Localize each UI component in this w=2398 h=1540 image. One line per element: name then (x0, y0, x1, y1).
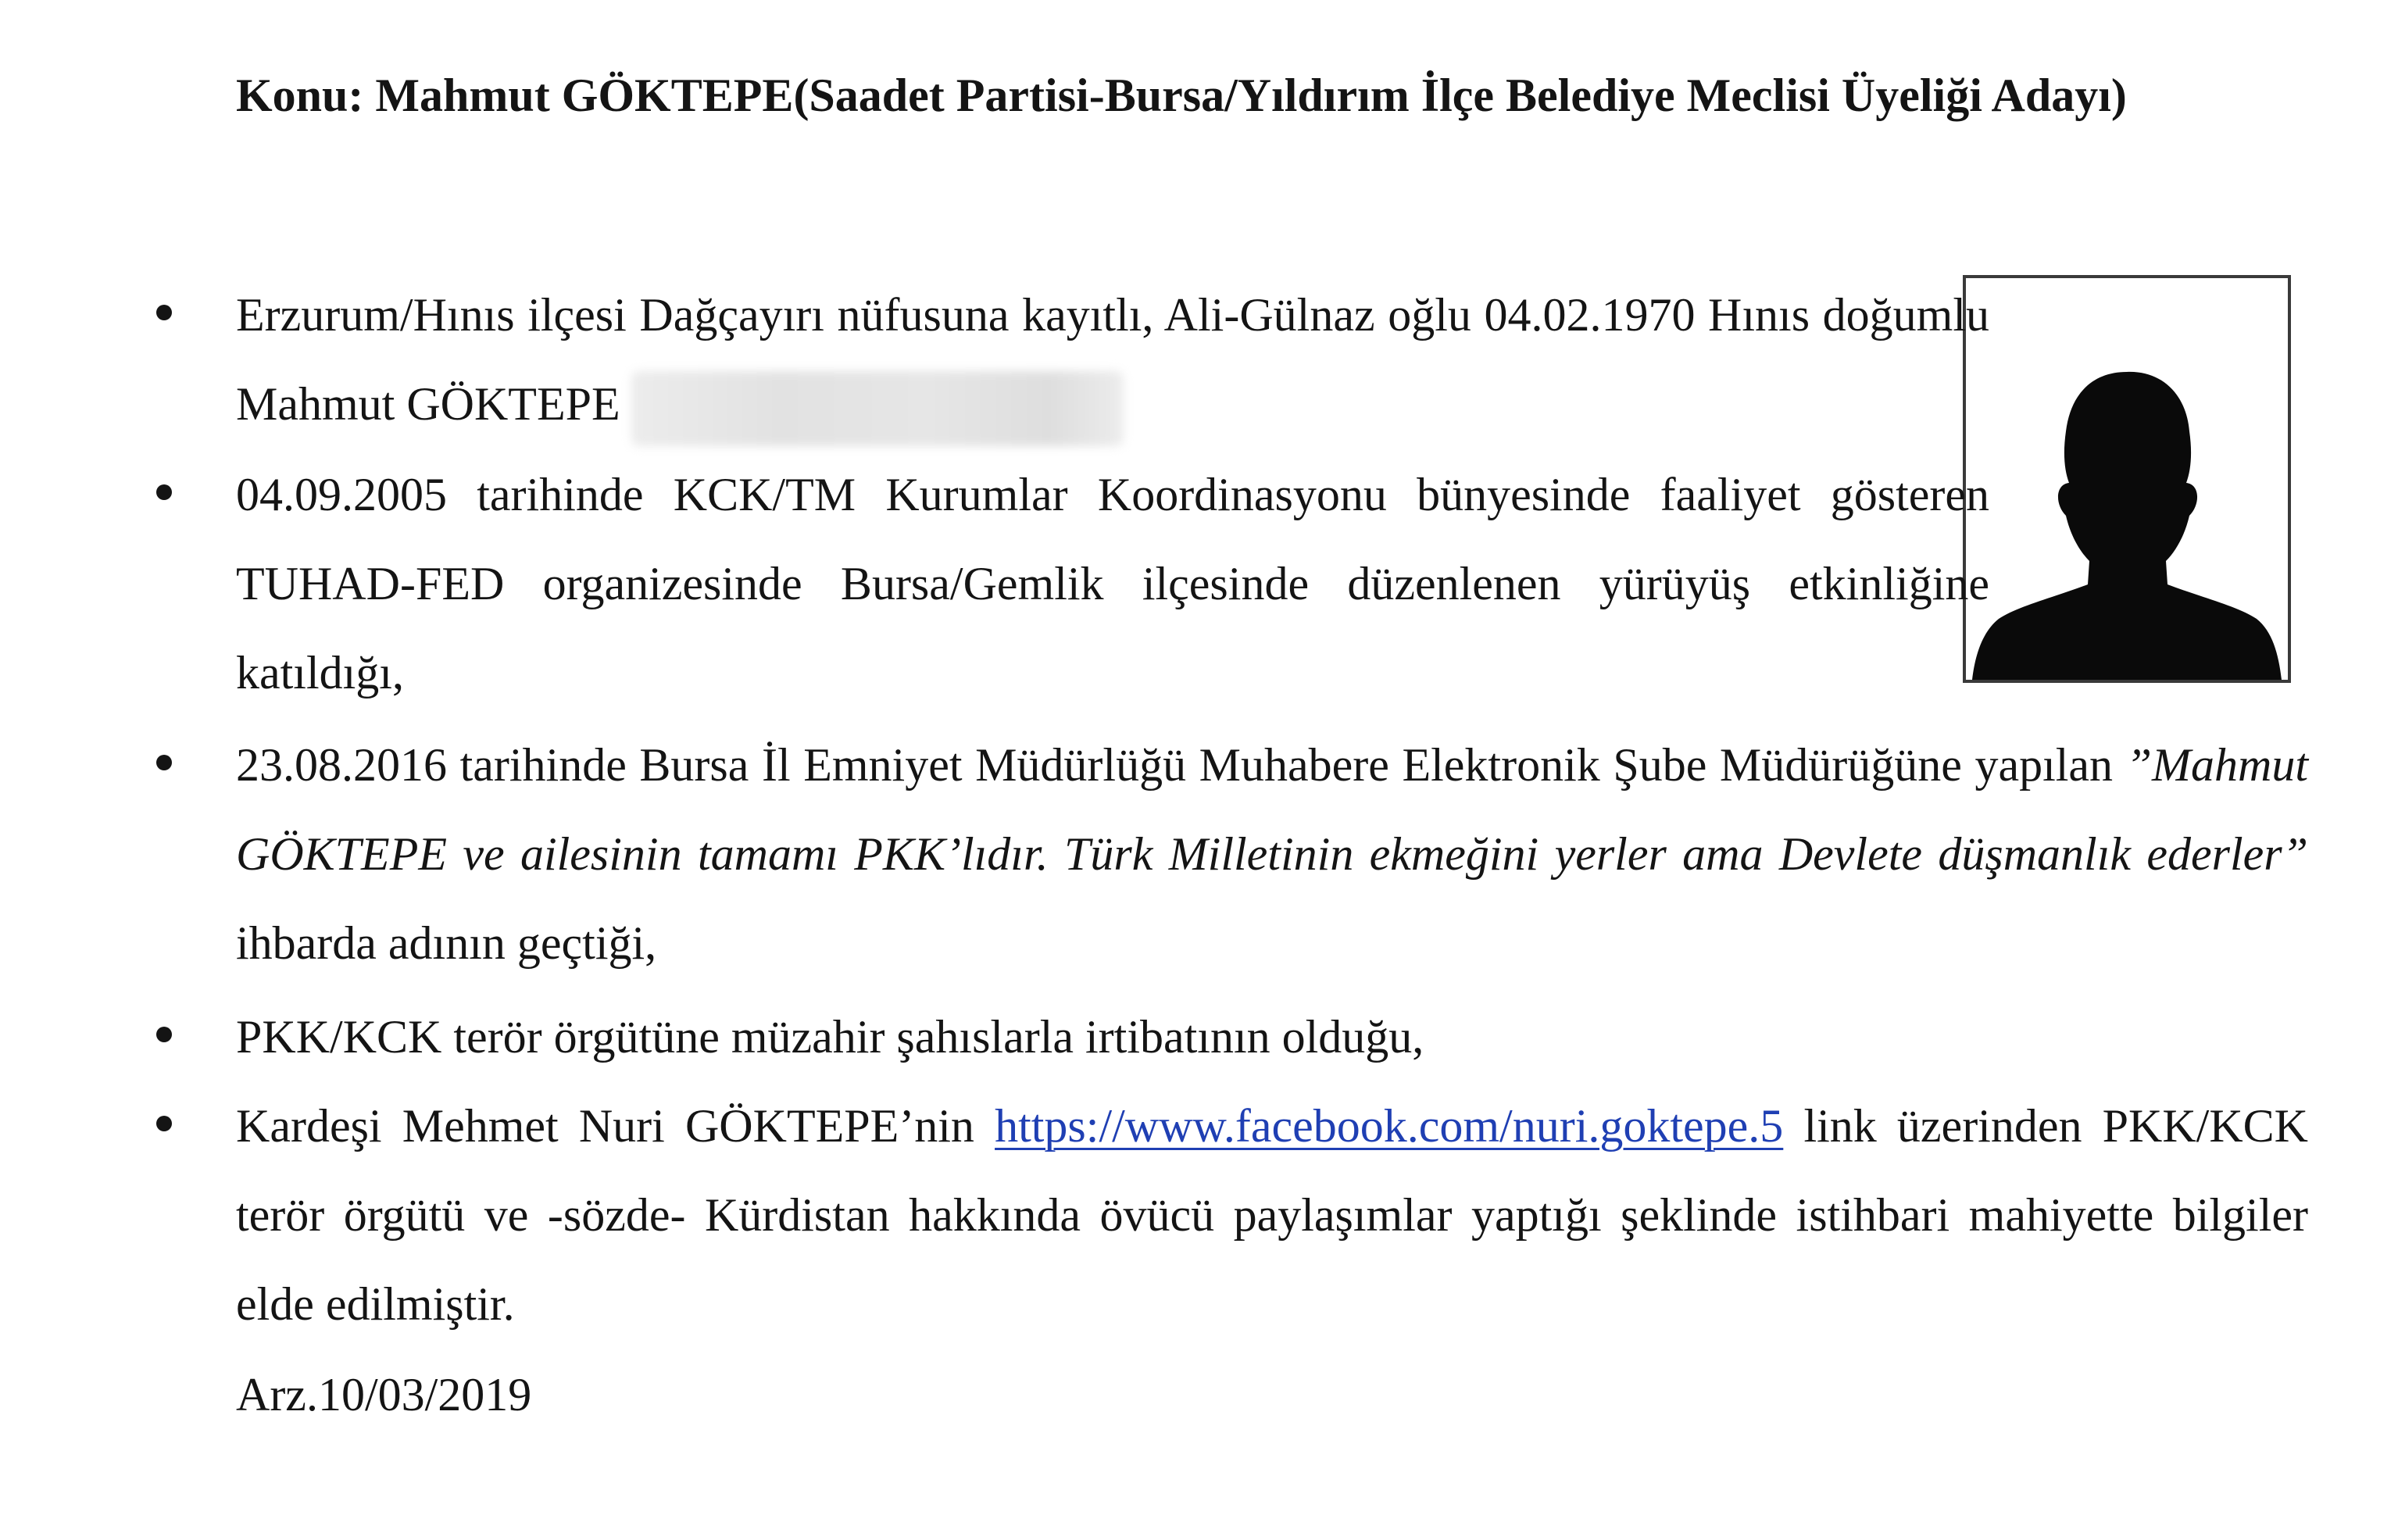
list-item-content (236, 270, 1989, 448)
person-silhouette-icon (1966, 278, 2288, 680)
item-3-text-before: 23.08.2016 tarihinde Bursa İl Emniyet Müdürlüğü Muhabere Elektronik Şube Müdürüğüne yapılan (236, 739, 2114, 791)
date-line: Arz.10/03/2019 (236, 1369, 532, 1420)
bullet-icon (156, 1027, 172, 1042)
bullet-icon (156, 305, 172, 320)
item-1-text: Erzurum/Hınıs ilçesi Dağçayırı nüfusuna kayıtlı, Ali-Gülnaz oğlu 04.02.1970 Hınıs doğumlu Mahmut GÖKTEPE (236, 289, 1989, 430)
item-4-text: PKK/KCK terör örgütüne müzahir şahıslarla irtibatının olduğu, (236, 1011, 1424, 1063)
item-3-quote: ”Mahmut GÖKTEPE ve ailesinin tamamı PKK’lıdır. Türk Milletinin ekmeğini yerler ama Devlete düşmanlık ederler” (236, 739, 2309, 880)
list-item-content (236, 720, 2308, 988)
item-2-text: 04.09.2005 tarihinde KCK/TM Kurumlar Koordinasyonu bünyesinde faaliyet gösteren TUHAD-FED organizesinde Bursa/Gemlik ilçesinde düzenlenen yürüyüş etkinliğine katıldığı, (236, 469, 1989, 699)
item-3-text-after: ihbarda adının geçtiği, (236, 917, 657, 969)
candidate-photo (1963, 275, 2291, 683)
bullet-icon (156, 755, 172, 770)
bullet-icon (156, 1116, 172, 1131)
redacted-block (631, 371, 1124, 446)
subject-line-2: Üyeliği Adayı) (1841, 70, 2127, 121)
bullet-icon (156, 484, 172, 500)
list-item-content (236, 1081, 2308, 1349)
facebook-link[interactable]: https://www.facebook.com/nuri.goktepe.5 (995, 1100, 1784, 1152)
subject-line-1: Konu: Mahmut GÖKTEPE(Saadet Partisi-Bursa/Yıldırım İlçe Belediye Meclisi (236, 70, 1830, 121)
item-5-text-after: link üzerinden PKK/KCK terör örgütü ve -sözde- Kürdistan hakkında övücü paylaşımlar yaptığı şeklinde istihbari mahiyette bilgiler elde edilmiştir. (236, 1100, 2309, 1330)
subject-heading (83, 47, 2308, 144)
item-5-text-before: Kardeşi Mehmet Nuri GÖKTEPE’nin (236, 1100, 995, 1152)
